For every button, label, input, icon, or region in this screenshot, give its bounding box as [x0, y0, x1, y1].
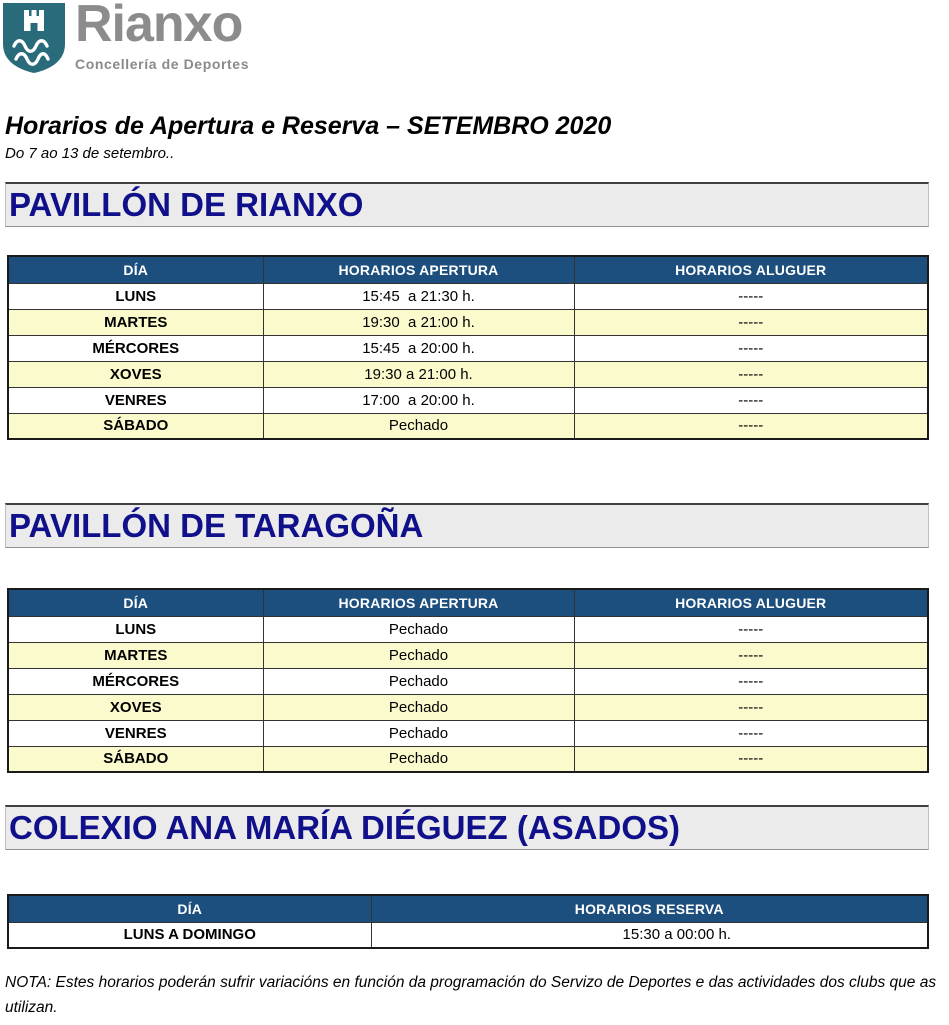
schedule-table-pavillon-taragona	[7, 588, 929, 773]
aluguer-cell: -----	[574, 335, 928, 361]
day-cell: LUNS	[8, 616, 263, 642]
schedule-table-pavillon-rianxo	[7, 255, 929, 440]
day-cell: VENRES	[8, 720, 263, 746]
schedule-table-colexio-asados	[7, 894, 929, 949]
apertura-cell: Pechado	[263, 694, 574, 720]
aluguer-cell: -----	[574, 642, 928, 668]
table-row	[8, 642, 928, 668]
header-cell-apertura: HORARIOS APERTURA	[263, 589, 574, 616]
table-row	[8, 616, 928, 642]
day-cell: XOVES	[8, 694, 263, 720]
apertura-cell: 15:45 a 21:30 h.	[263, 283, 574, 309]
aluguer-cell: -----	[574, 694, 928, 720]
apertura-cell: Pechado	[263, 668, 574, 694]
aluguer-cell: -----	[574, 361, 928, 387]
aluguer-cell: -----	[574, 387, 928, 413]
apertura-cell: Pechado	[263, 720, 574, 746]
table-header-row	[8, 895, 928, 922]
day-cell: MÉRCORES	[8, 335, 263, 361]
day-cell: LUNS A DOMINGO	[8, 922, 371, 948]
aluguer-cell: -----	[574, 720, 928, 746]
page-subtitle: Do 7 ao 13 de setembro..	[5, 145, 175, 162]
apertura-cell: 15:45 a 20:00 h.	[263, 335, 574, 361]
logo	[2, 2, 949, 76]
table-row	[8, 922, 928, 948]
day-cell: MARTES	[8, 642, 263, 668]
apertura-cell: Pechado	[263, 746, 574, 772]
footer-note: NOTA: Estes horarios poderán sufrir variacións en función da programación do Servizo de Deportes e das actividades dos clubs que as utilizan.	[5, 974, 937, 1016]
header-cell-dia: DÍA	[8, 589, 263, 616]
table-row	[8, 335, 928, 361]
day-cell: SÁBADO	[8, 413, 263, 439]
table-row	[8, 746, 928, 772]
aluguer-cell: -----	[574, 309, 928, 335]
logo-department: Concellería de Deportes	[75, 55, 250, 72]
page-title: Horarios de Apertura e Reserva – SETEMBRO 2020	[5, 112, 612, 140]
day-cell: XOVES	[8, 361, 263, 387]
header-cell-dia: DÍA	[8, 256, 263, 283]
section-bar-pavillon-rianxo	[5, 182, 929, 227]
header-cell-reserva: HORARIOS RESERVA	[371, 895, 928, 922]
table-row	[8, 694, 928, 720]
header-cell-dia: DÍA	[8, 895, 371, 922]
reserva-cell: 15:30 a 00:00 h.	[371, 922, 928, 948]
day-cell: MÉRCORES	[8, 668, 263, 694]
table-row	[8, 387, 928, 413]
header-cell-aluguer: HORARIOS ALUGUER	[574, 256, 928, 283]
apertura-cell: 19:30 a 21:00 h.	[263, 361, 574, 387]
apertura-cell: Pechado	[263, 413, 574, 439]
section-bar-pavillon-taragona	[5, 503, 929, 548]
apertura-cell: 17:00 a 20:00 h.	[263, 387, 574, 413]
table-row	[8, 361, 928, 387]
table-row	[8, 720, 928, 746]
table-row	[8, 283, 928, 309]
day-cell: LUNS	[8, 283, 263, 309]
table-header-row	[8, 256, 928, 283]
logo-wordmark: Rianxo	[75, 0, 243, 53]
table-row	[8, 668, 928, 694]
section-heading: PAVILLÓN DE RIANXO	[9, 186, 364, 223]
logo-text	[75, 2, 249, 72]
aluguer-cell: -----	[574, 746, 928, 772]
header-cell-apertura: HORARIOS APERTURA	[263, 256, 574, 283]
section-heading: COLEXIO ANA MARÍA DIÉGUEZ (ASADOS)	[9, 809, 681, 846]
apertura-cell: Pechado	[263, 616, 574, 642]
table-row	[8, 413, 928, 439]
rianxo-shield-icon	[2, 2, 66, 74]
day-cell: SÁBADO	[8, 746, 263, 772]
apertura-cell: Pechado	[263, 642, 574, 668]
day-cell: VENRES	[8, 387, 263, 413]
apertura-cell: 19:30 a 21:00 h.	[263, 309, 574, 335]
aluguer-cell: -----	[574, 283, 928, 309]
aluguer-cell: -----	[574, 668, 928, 694]
table-header-row	[8, 589, 928, 616]
section-heading: PAVILLÓN DE TARAGOÑA	[9, 507, 424, 544]
table-row	[8, 309, 928, 335]
section-bar-colexio-asados	[5, 805, 929, 850]
aluguer-cell: -----	[574, 413, 928, 439]
day-cell: MARTES	[8, 309, 263, 335]
header-cell-aluguer: HORARIOS ALUGUER	[574, 589, 928, 616]
aluguer-cell: -----	[574, 616, 928, 642]
